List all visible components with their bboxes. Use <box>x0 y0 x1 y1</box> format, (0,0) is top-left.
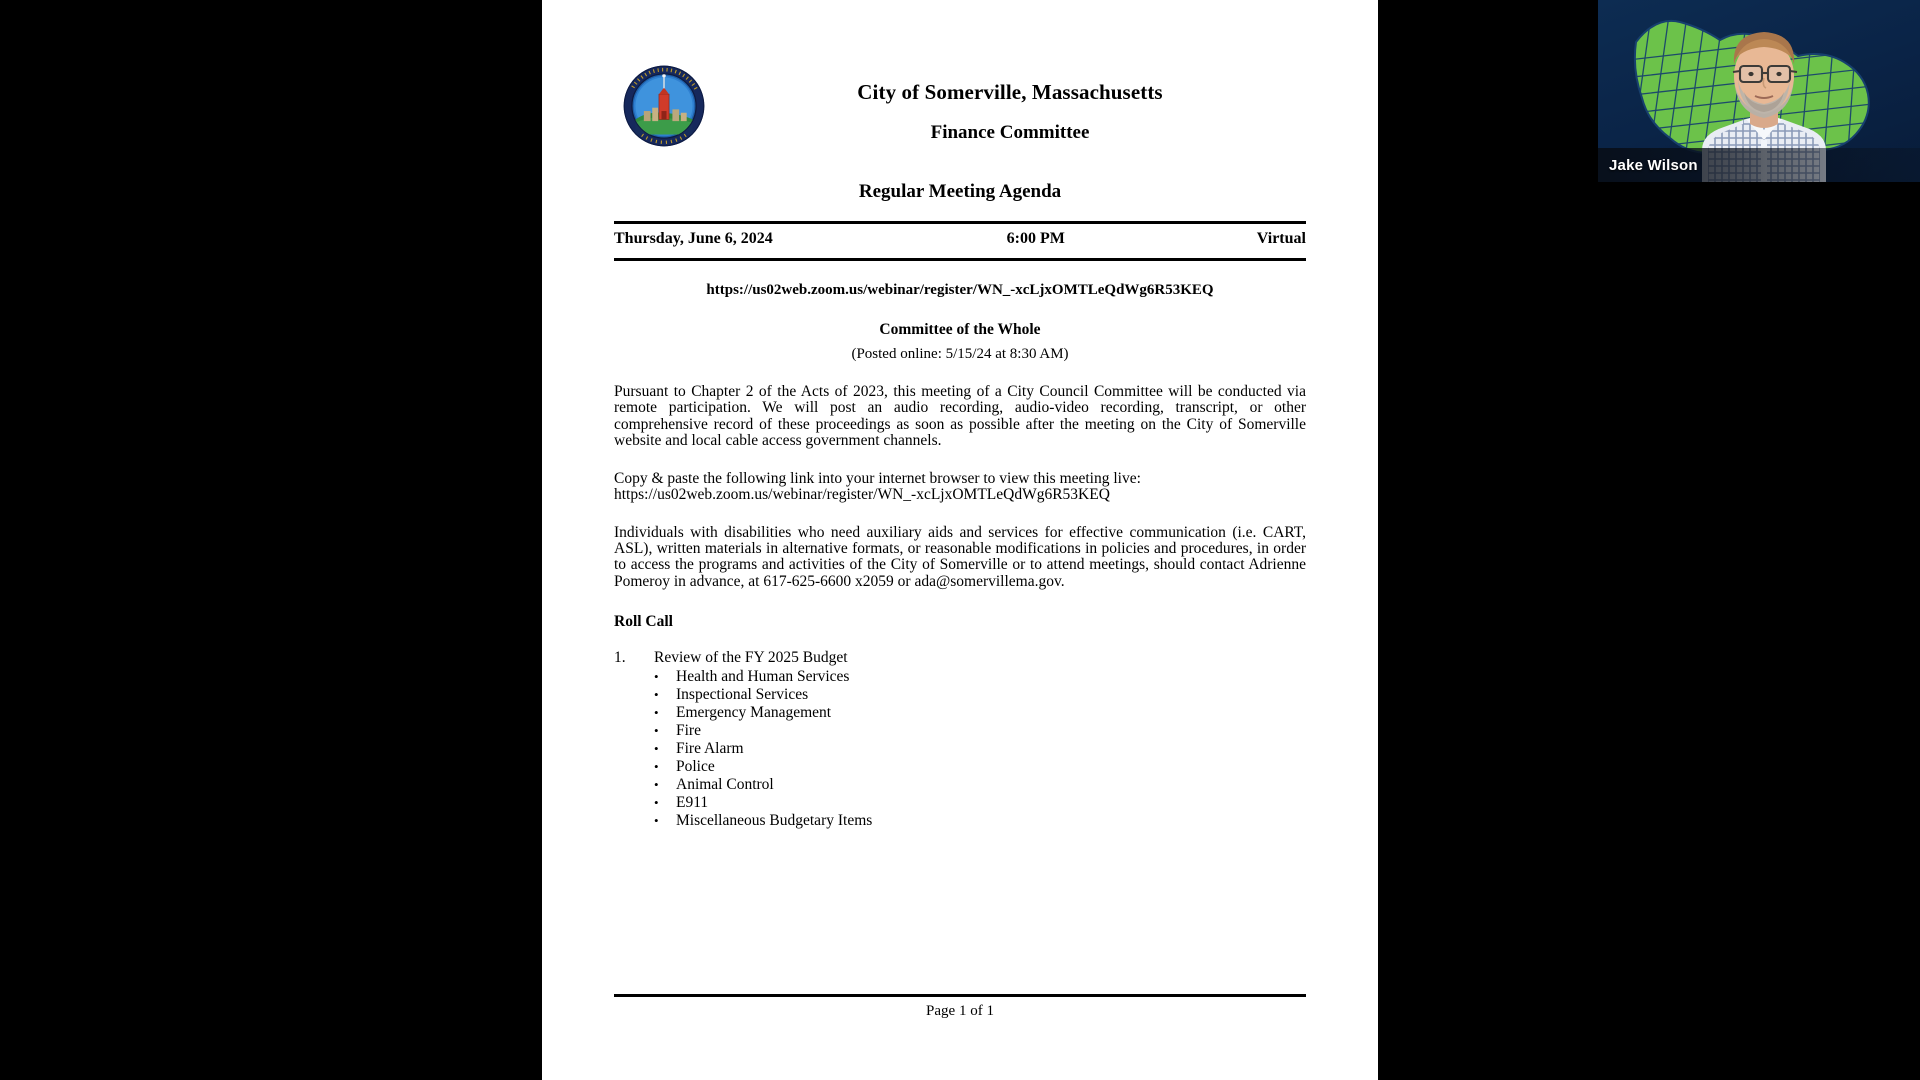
participant-name-plate <box>1598 148 1920 182</box>
document-title: City of Somerville, Massachusetts <box>857 80 1163 104</box>
bullet-icon: • <box>654 813 659 829</box>
bullet-icon: • <box>654 669 659 685</box>
accessibility-paragraph: Individuals with disabilities who need auxiliary aids and services for effective communication (i.e. CART, ASL), written materials in alternative formats, or reasonable modifications in policies and procedures, in order to access the programs and activities of the City of Somerville or to attend meetings, should contact Adrienne Pomeroy in advance, at 617-625-6600 x2059 or ada@somervillema.gov. <box>614 523 1306 590</box>
bullet-icon: • <box>654 795 659 811</box>
document-type: Regular Meeting Agenda <box>858 181 1062 202</box>
bullet-icon: • <box>654 741 659 757</box>
bullet-label: E911 <box>676 794 709 812</box>
agenda-item-number: 1. <box>614 649 626 667</box>
bullet-label: Miscellaneous Budgetary Items <box>676 812 873 830</box>
bullet-icon: • <box>654 687 659 703</box>
header-rule-bottom <box>614 258 1306 261</box>
meeting-meta-row <box>614 224 1306 250</box>
page-indicator: Page 1 of 1 <box>926 1003 994 1019</box>
masthead-titles <box>714 56 1306 144</box>
agenda-item-bullets <box>654 668 1306 830</box>
bullet-label: Health and Human Services <box>676 668 850 686</box>
bullet-icon: • <box>654 777 659 793</box>
document-masthead <box>614 0 1306 148</box>
remote-participation-paragraph: Pursuant to Chapter 2 of the Acts of 2023, this meeting of a City Council Committee will be conducted via remote participation. We will post an audio recording, audio-video recording, transcript, or other comprehensive record of these proceedings as soon as possible after the meeting on the City of Somerville website and local cable access government channels. <box>614 383 1306 450</box>
copy-paste-paragraph <box>614 471 1306 504</box>
seal-container <box>614 56 714 148</box>
bullet-label: Fire <box>676 722 701 740</box>
bullet-label: Fire Alarm <box>676 740 744 758</box>
copy-paste-link[interactable]: https://us02web.zoom.us/webinar/register/WN_-xcLjxOMTLeQdWg6R53KEQ <box>614 486 1110 504</box>
footer-rule <box>614 994 1306 997</box>
copy-paste-line-1: Copy & paste the following link into your internet browser to view this meeting live: <box>614 469 1141 487</box>
list-item <box>654 740 1306 758</box>
list-item <box>654 758 1306 776</box>
list-item <box>654 776 1306 794</box>
posted-online-timestamp: (Posted online: 5/15/24 at 8:30 AM) <box>851 346 1069 362</box>
shared-document-page <box>542 0 1378 1080</box>
bullet-label: Inspectional Services <box>676 686 809 704</box>
list-item <box>654 686 1306 704</box>
agenda-list <box>614 650 1306 830</box>
participant-video-tile[interactable] <box>1598 0 1920 182</box>
list-item <box>654 794 1306 812</box>
bullet-icon: • <box>654 723 659 739</box>
zoom-registration-link[interactable]: https://us02web.zoom.us/webinar/register/WN_-xcLjxOMTLeQdWg6R53KEQ <box>706 282 1214 298</box>
meeting-date: Thursday, June 6, 2024 <box>614 230 773 247</box>
document-footer <box>614 994 1306 1020</box>
bullet-icon: • <box>654 759 659 775</box>
bullet-label: Animal Control <box>676 776 774 794</box>
roll-call-heading: Roll Call <box>614 613 673 631</box>
city-seal-icon <box>622 64 706 148</box>
bullet-label: Emergency Management <box>676 704 832 722</box>
meeting-location: Virtual <box>1256 230 1306 247</box>
participant-name: Jake Wilson <box>1609 156 1698 174</box>
list-item <box>654 668 1306 686</box>
list-item <box>654 812 1306 830</box>
document-content <box>542 0 1378 1080</box>
committee-name: Finance Committee <box>930 122 1090 143</box>
bullet-label: Police <box>676 758 715 776</box>
agenda-item-title: Review of the FY 2025 Budget <box>654 649 848 667</box>
list-item <box>654 722 1306 740</box>
meeting-time: 6:00 PM <box>1006 230 1065 247</box>
agenda-item <box>614 650 1306 666</box>
list-item <box>654 704 1306 722</box>
bullet-icon: • <box>654 705 659 721</box>
committee-of-the-whole-label: Committee of the Whole <box>879 321 1041 338</box>
